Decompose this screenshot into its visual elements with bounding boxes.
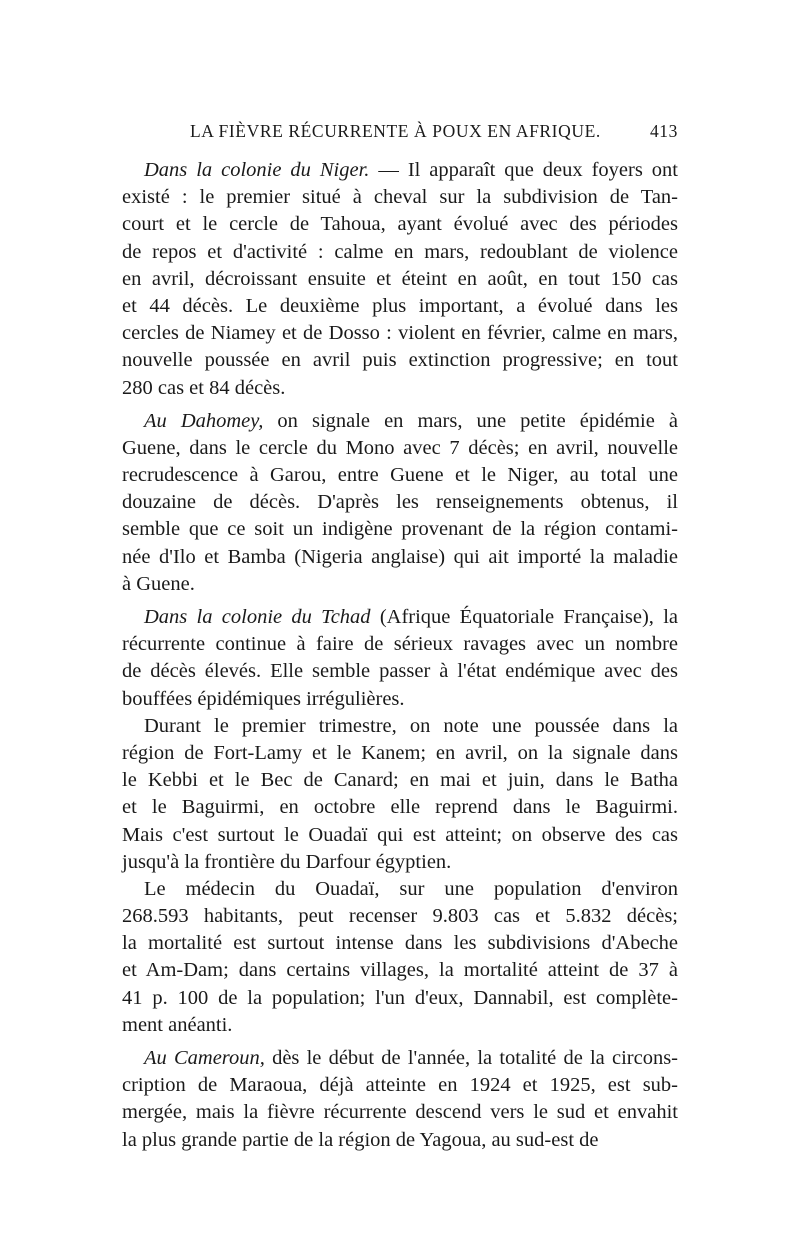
text-line <box>122 544 678 571</box>
running-title: LA FIÈVRE RÉCURRENTE À POUX EN AFRIQUE. <box>190 121 601 141</box>
paragraph <box>122 157 678 402</box>
text-line <box>122 849 678 876</box>
text-line <box>122 571 678 598</box>
text-line <box>122 1012 678 1039</box>
text-line <box>122 1127 678 1154</box>
text-line <box>122 767 678 794</box>
line-text: à Guene. <box>122 572 195 595</box>
line-text: Mais c'est surtout le Ouadaï qui est atteint; on observe des cas <box>122 823 678 846</box>
text-line <box>122 239 678 266</box>
text-line <box>122 347 678 374</box>
text-line <box>122 516 678 543</box>
text-line <box>122 320 678 347</box>
line-text: et 44 décès. Le deuxième plus important, a évolué dans les <box>122 294 678 317</box>
text-line <box>122 1099 678 1126</box>
italic-lead: Dans la colonie du Tchad <box>144 606 371 628</box>
body-text <box>122 157 678 1154</box>
line-text: 268.593 habitants, peut recenser 9.803 cas et 5.832 décès; <box>122 905 678 928</box>
line-text: recrudescence à Garou, entre Guene et le Niger, au total une <box>122 464 678 487</box>
text-line <box>122 686 678 713</box>
line-text: semble que ce soit un indigène provenant de la région contami- <box>122 518 678 541</box>
line-text: existé : le premier situé à cheval sur la subdivision de Tan- <box>122 186 678 209</box>
line-text: de repos et d'activité : calme en mars, redoublant de violence <box>122 240 678 263</box>
line-text: (Afrique Équatoriale Française), la <box>370 606 679 628</box>
text-line <box>122 985 678 1012</box>
line-text: douzaine de décès. D'après les renseignements obtenus, il <box>122 491 678 514</box>
text-line <box>122 930 678 957</box>
italic-lead: Au Cameroun, <box>144 1047 265 1069</box>
text-line <box>122 462 678 489</box>
text-line <box>122 631 678 658</box>
line-text: Durant le premier trimestre, on note une poussée dans la <box>144 714 678 737</box>
line-text: et le Baguirmi, en octobre elle reprend dans le Baguirmi. <box>122 796 678 819</box>
line-text: et Am-Dam; dans certains villages, la mortalité atteint de 37 à <box>122 959 678 982</box>
paragraph <box>122 876 678 1039</box>
line-text: en avril, décroissant ensuite et éteint en août, en tout 150 cas <box>122 267 678 290</box>
line-text: cercles de Niamey et de Dosso : violent en février, calme en mars, <box>122 322 678 345</box>
italic-lead: Dans la colonie du Niger. <box>144 159 370 181</box>
line-text: dès le début de l'année, la totalité de la circons- <box>264 1047 678 1069</box>
line-text: Guene, dans le cercle du Mono avec 7 décès; en avril, nouvelle <box>122 436 678 459</box>
line-text: nouvelle poussée en avril puis extinction progressive; en tout <box>122 349 678 372</box>
text-line <box>122 1072 678 1099</box>
line-text: région de Fort-Lamy et le Kanem; en avril, on la signale dans <box>122 741 678 764</box>
text-line <box>122 604 678 631</box>
line-text: la plus grande partie de la région de Yagoua, au sud-est de <box>122 1128 599 1151</box>
line-text: ment anéanti. <box>122 1013 233 1036</box>
text-line <box>122 822 678 849</box>
text-line <box>122 1045 678 1072</box>
text-line <box>122 266 678 293</box>
text-line <box>122 957 678 984</box>
paragraph <box>122 604 678 713</box>
text-line <box>122 293 678 320</box>
line-text: récurrente continue à faire de sérieux ravages avec un nombre <box>122 633 678 656</box>
text-line <box>122 903 678 930</box>
line-text: 41 p. 100 de la population; l'un d'eux, Dannabil, est complète- <box>122 986 678 1009</box>
line-text: cription de Maraoua, déjà atteinte en 1924 et 1925, est sub- <box>122 1074 678 1097</box>
line-text: court et le cercle de Tahoua, ayant évolué avec des périodes <box>122 213 678 236</box>
text-line <box>122 408 678 435</box>
line-text: — Il apparaît que deux foyers ont <box>369 159 678 181</box>
text-line <box>122 740 678 767</box>
line-text: on signale en mars, une petite épidémie à <box>263 409 678 432</box>
paragraph <box>122 1045 678 1154</box>
text-line <box>122 794 678 821</box>
paragraph <box>122 713 678 876</box>
line-text: mergée, mais la fièvre récurrente descend vers le sud et envahit <box>122 1101 678 1124</box>
text-line <box>122 489 678 516</box>
text-line <box>122 211 678 238</box>
line-text: le Kebbi et le Bec de Canard; en mai et juin, dans le Batha <box>122 769 678 792</box>
text-line <box>122 435 678 462</box>
line-text: jusqu'à la frontière du Darfour égyptien. <box>122 850 452 873</box>
text-line <box>122 713 678 740</box>
text-line <box>122 658 678 685</box>
paragraph <box>122 408 678 598</box>
text-line <box>122 157 678 184</box>
line-text: la mortalité est surtout intense dans les subdivisions d'Abeche <box>122 932 678 955</box>
italic-lead: Au Dahomey, <box>144 409 264 432</box>
line-text: 280 cas et 84 décès. <box>122 376 286 399</box>
page-number: 413 <box>649 121 678 141</box>
line-text: Le médecin du Ouadaï, sur une population d'environ <box>144 877 678 900</box>
text-line <box>122 184 678 211</box>
line-text: née d'Ilo et Bamba (Nigeria anglaise) qui ait importé la maladie <box>122 545 678 568</box>
line-text: bouffées épidémiques irrégulières. <box>122 687 405 710</box>
line-text: de décès élevés. Elle semble passer à l'état endémique avec des <box>122 660 678 683</box>
text-line <box>122 876 678 903</box>
text-line <box>122 375 678 402</box>
